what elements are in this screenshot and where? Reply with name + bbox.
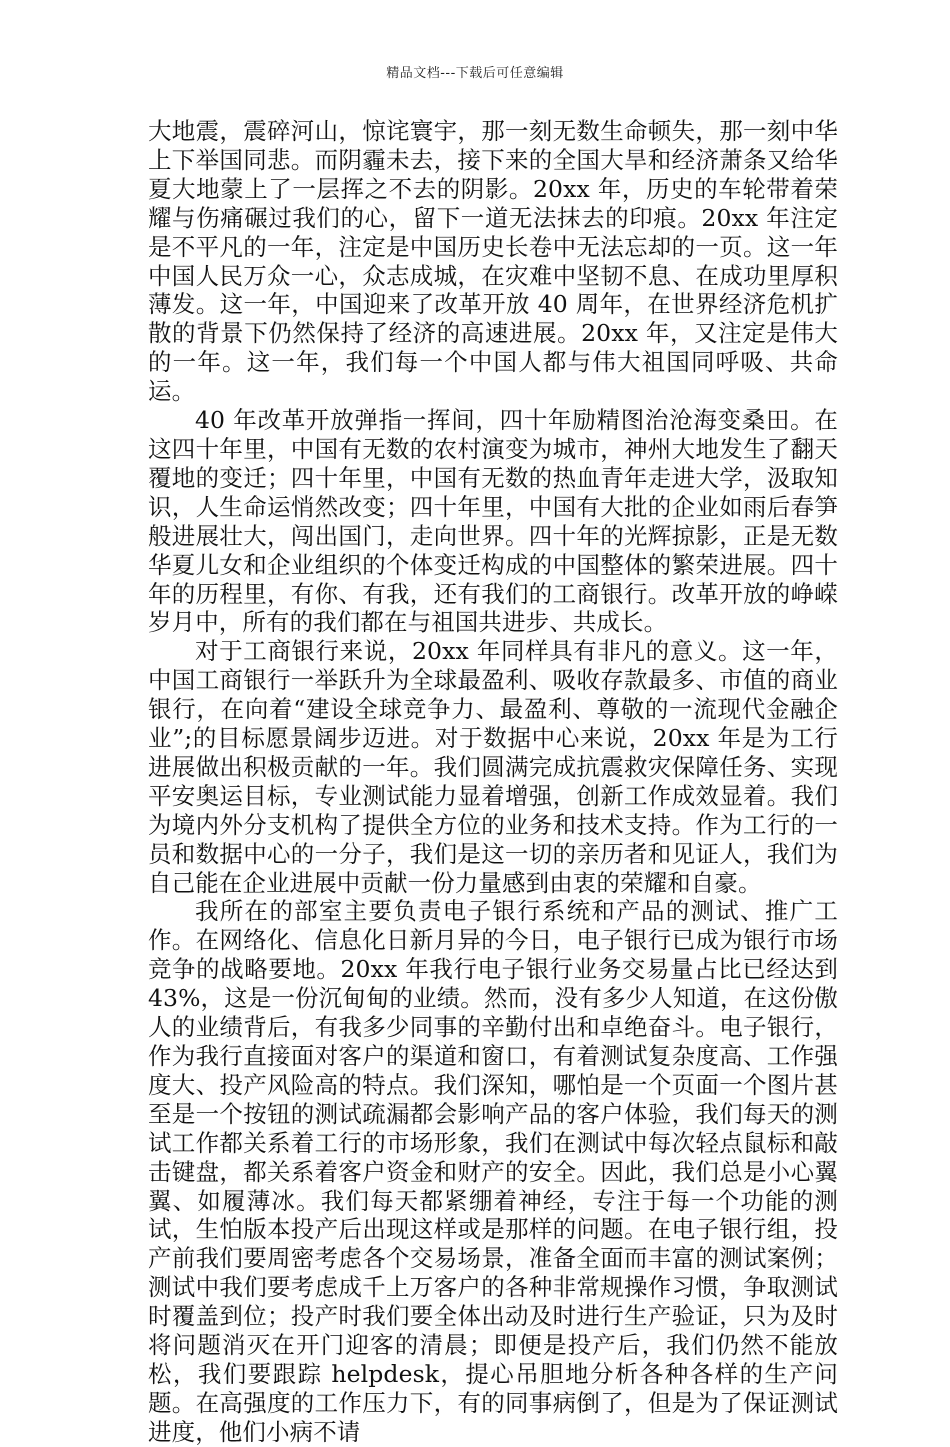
page-header: 精品文档---下载后可任意编辑 (386, 66, 564, 81)
paragraph-2: 40 年改革开放弹指一挥间，四十年励精图治沧海变桑田。在这四十年里，中国有无数的农村演变为城市，神州大地发生了翻天覆地的变迁；四十年里，中国有无数的热血青年走进大学，汲取知识，人生命运悄然改变；四十年里，中国有大批的企业如雨后春笋般进展壮大，闯出国门，走向世界。四十年的光辉掠影，正是无数华夏儿女和企业组织的个体变迁构成的中国整体的繁荣进展。四十年的历程里，有你、有我，还有我们的工商银行。改革开放的峥嵘岁月中，所有的我们都在与祖国共进步、共成长。 (148, 406, 838, 637)
document-body (148, 117, 838, 1447)
paragraph-4: 我所在的部室主要负责电子银行系统和产品的测试、推广工作。在网络化、信息化日新月异的今日，电子银行已成为银行市场竞争的战略要地。20xx 年我行电子银行业务交易量占比已经达到 43%，这是一份沉甸甸的业绩。然而，没有多少人知道，在这份傲人的业绩背后，有我多少同事的辛勤付出和卓绝奋斗。电子银行，作为我行直接面对客户的渠道和窗口，有着测试复杂度高、工作强度大、投产风险高的特点。我们深知，哪怕是一个页面一个图片甚至是一个按钮的测试疏漏都会影响产品的客户体验，我们每天的测试工作都关系着工行的市场形象，我们在测试中每次轻点鼠标和敲击键盘，都关系着客户资金和财产的安全。因此，我们总是小心翼翼、如履薄冰。我们每天都紧绷着神经，专注于每一个功能的测试，生怕版本投产后出现这样或是那样的问题。在电子银行组，投产前我们要周密考虑各个交易场景，准备全面而丰富的测试案例；测试中我们要考虑成千上万客户的各种非常规操作习惯，争取测试时覆盖到位；投产时我们要全体出动及时进行生产验证，只为及时将问题消灭在开门迎客的清晨；即便是投产后，我们仍然不能放松，我们要跟踪 helpdesk，提心吊胆地分析各种各样的生产问题。在高强度的工作压力下，有的同事病倒了，但是为了保证测试进度，他们小病不请 (148, 897, 838, 1446)
paragraph-1: 大地震，震碎河山，惊诧寰宇，那一刻无数生命顿失，那一刻中华上下举国同悲。而阴霾未去，接下来的全国大旱和经济萧条又给华夏大地蒙上了一层挥之不去的阴影。20xx 年，历史的车轮带着荣耀与伤痛碾过我们的心，留下一道无法抹去的印痕。20xx 年注定是不平凡的一年，注定是中国历史长卷中无法忘却的一页。这一年中国人民万众一心，众志成城，在灾难中坚韧不息、在成功里厚积薄发。这一年，中国迎来了改革开放 40 周年，在世界经济危机扩散的背景下仍然保持了经济的高速进展。20xx 年，又注定是伟大的一年。这一年，我们每一个中国人都与伟大祖国同呼吸、共命运。 (148, 117, 838, 406)
paragraph-3: 对于工商银行来说，20xx 年同样具有非凡的意义。这一年，中国工商银行一举跃升为全球最盈利、吸收存款最多、市值的商业银行，在向着“建设全球竞争力、最盈利、尊敬的一流现代金融企业”;的目标愿景阔步迈进。对于数据中心来说，20xx 年是为工行进展做出积极贡献的一年。我们圆满完成抗震救灾保障任务、实现平安奥运目标，专业测试能力显着增强，创新工作成效显着。我们为境内外分支机构了提供全方位的业务和技术支持。作为工行的一员和数据中心的一分子，我们是这一切的亲历者和见证人，我们为自己能在企业进展中贡献一份力量感到由衷的荣耀和自豪。 (148, 637, 838, 897)
